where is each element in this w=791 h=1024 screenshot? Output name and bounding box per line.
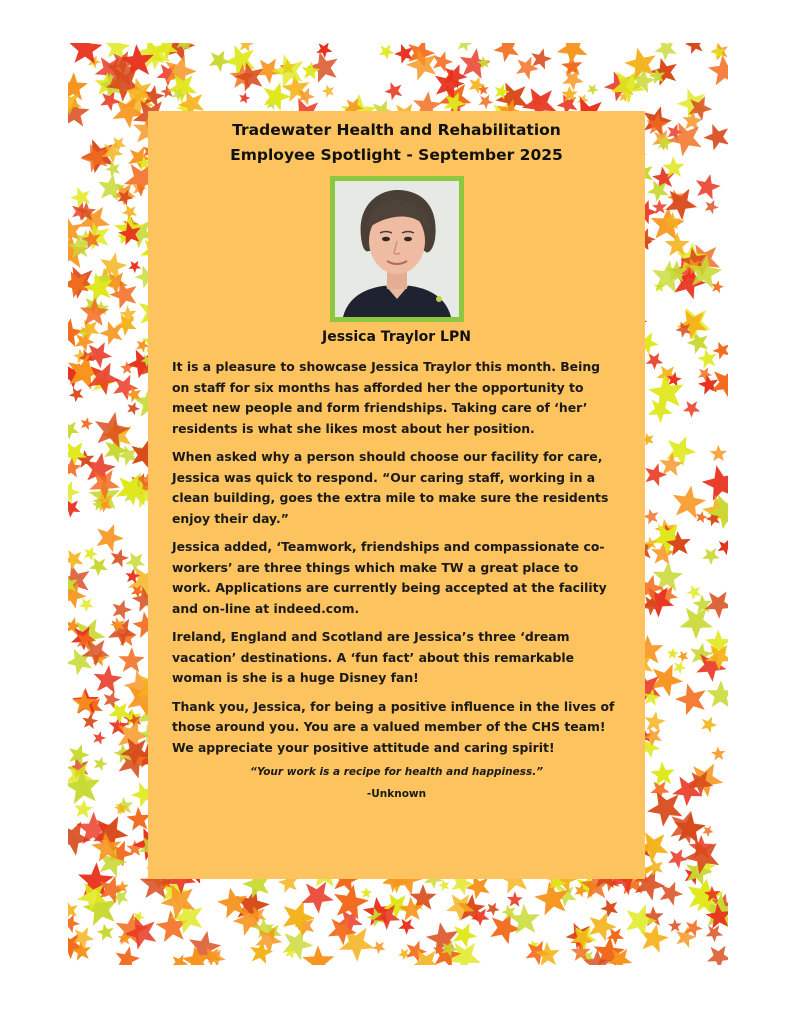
paragraph-intro: It is a pleasure to showcase Jessica Traylor this month. Being on staff for six months has afforded her the opportunity to meet new people and form friendships. Taking care of ‘her’ residents is what she likes most about her position. bbox=[172, 359, 601, 436]
maple-leaf-icon bbox=[516, 57, 539, 80]
maple-leaf-icon bbox=[239, 92, 250, 104]
maple-leaf-icon bbox=[479, 95, 494, 110]
maple-leaf-icon bbox=[507, 892, 523, 907]
maple-leaf-icon bbox=[111, 549, 129, 568]
maple-leaf-icon bbox=[685, 43, 704, 54]
paragraph-fun-fact: Ireland, England and Scotland are Jessica’s three ‘dream vacation’ destinations. A ‘fun fact’ about this remarkable woman is she is a huge Disney fan! bbox=[172, 629, 575, 685]
spotlight-title: Employee Spotlight - September 2025 bbox=[230, 146, 563, 164]
maple-leaf-icon bbox=[80, 298, 109, 326]
spotlight-panel bbox=[148, 111, 645, 879]
maple-leaf-icon bbox=[705, 925, 723, 942]
maple-leaf-icon bbox=[702, 826, 713, 837]
maple-leaf-icon bbox=[122, 205, 137, 220]
maple-leaf-icon bbox=[710, 445, 727, 461]
maple-leaf-icon bbox=[398, 949, 410, 961]
facility-title: Tradewater Health and Rehabilitation bbox=[232, 121, 561, 139]
employee-photo-frame bbox=[330, 176, 464, 322]
maple-leaf-icon bbox=[93, 731, 106, 744]
maple-leaf-icon bbox=[711, 746, 725, 760]
maple-leaf-icon bbox=[322, 85, 335, 98]
maple-leaf-icon bbox=[68, 499, 80, 518]
maple-leaf-icon bbox=[600, 899, 618, 917]
maple-leaf-icon bbox=[494, 43, 519, 62]
maple-leaf-icon bbox=[94, 665, 123, 693]
maple-leaf-icon bbox=[557, 43, 588, 65]
maple-leaf-icon bbox=[125, 552, 145, 572]
maple-leaf-icon bbox=[239, 43, 254, 52]
maple-leaf-icon bbox=[711, 281, 724, 294]
maple-leaf-icon bbox=[646, 353, 664, 370]
maple-leaf-icon bbox=[68, 481, 80, 504]
maple-leaf-icon bbox=[433, 51, 453, 72]
maple-leaf-icon bbox=[718, 539, 728, 555]
maple-leaf-icon bbox=[705, 200, 719, 214]
maple-leaf-icon bbox=[703, 124, 728, 151]
maple-leaf-icon bbox=[108, 703, 130, 725]
maple-leaf-icon bbox=[702, 548, 720, 565]
maple-leaf-icon bbox=[302, 882, 334, 914]
maple-leaf-icon bbox=[683, 401, 700, 418]
maple-leaf-icon bbox=[209, 50, 231, 72]
maple-leaf-icon bbox=[457, 43, 473, 52]
maple-leaf-icon bbox=[84, 547, 98, 562]
maple-leaf-icon bbox=[68, 72, 88, 100]
maple-leaf-icon bbox=[531, 48, 552, 69]
maple-leaf-icon bbox=[665, 232, 690, 256]
maple-leaf-icon bbox=[379, 44, 394, 59]
portrait-illustration bbox=[335, 181, 459, 317]
maple-leaf-icon bbox=[587, 84, 599, 95]
maple-leaf-icon bbox=[361, 887, 373, 898]
maple-leaf-icon bbox=[707, 680, 729, 707]
maple-leaf-icon bbox=[667, 648, 679, 659]
maple-leaf-icon bbox=[677, 651, 688, 662]
maple-leaf-icon bbox=[127, 402, 140, 415]
maple-leaf-icon bbox=[697, 349, 716, 369]
maple-leaf-icon bbox=[118, 647, 145, 672]
maple-leaf-icon bbox=[88, 363, 120, 396]
maple-leaf-icon bbox=[486, 903, 500, 916]
maple-leaf-icon bbox=[679, 608, 713, 640]
maple-leaf-icon bbox=[702, 465, 728, 501]
maple-leaf-icon bbox=[673, 661, 686, 674]
maple-leaf-icon bbox=[82, 713, 98, 729]
maple-leaf-icon bbox=[712, 342, 728, 360]
maple-leaf-icon bbox=[74, 799, 93, 818]
maple-leaf-icon bbox=[668, 919, 682, 932]
maple-leaf-icon bbox=[645, 711, 666, 732]
maple-leaf-icon bbox=[686, 585, 701, 600]
maple-leaf-icon bbox=[68, 421, 79, 439]
quote-attribution: -Unknown bbox=[366, 788, 427, 800]
maple-leaf-icon bbox=[97, 524, 124, 552]
maple-leaf-icon bbox=[645, 463, 667, 486]
maple-leaf-icon bbox=[398, 919, 415, 935]
maple-leaf-icon bbox=[654, 43, 677, 61]
maple-leaf-icon bbox=[701, 717, 717, 734]
paragraph-why-choose: When asked why a person should choose our facility for care, Jessica was quick to respond. “Our caring staff, working in a clean building, goes the extra mile to make sure the residents enjoy their day.” bbox=[172, 449, 609, 526]
maple-leaf-icon bbox=[128, 261, 141, 273]
maple-leaf-icon bbox=[643, 509, 658, 525]
maple-leaf-icon bbox=[81, 417, 93, 430]
maple-leaf-icon bbox=[705, 592, 728, 619]
maple-leaf-icon bbox=[647, 180, 669, 202]
maple-leaf-icon bbox=[113, 600, 133, 620]
maple-leaf-icon bbox=[79, 598, 94, 612]
employee-name: Jessica Traylor LPN bbox=[322, 329, 471, 345]
maple-leaf-icon bbox=[302, 945, 334, 965]
maple-leaf-icon bbox=[562, 70, 584, 91]
maple-leaf-icon bbox=[69, 388, 84, 403]
maple-leaf-icon bbox=[94, 757, 108, 771]
maple-leaf-icon bbox=[668, 849, 688, 869]
maple-leaf-icon bbox=[97, 924, 114, 941]
maple-leaf-icon bbox=[384, 82, 402, 100]
maple-leaf-icon bbox=[68, 550, 83, 570]
maple-leaf-icon bbox=[646, 858, 663, 876]
employee-photo bbox=[335, 181, 459, 317]
maple-leaf-icon bbox=[316, 43, 332, 58]
maple-leaf-icon bbox=[372, 941, 385, 954]
maple-leaf-icon bbox=[68, 914, 80, 933]
maple-leaf-icon bbox=[698, 367, 712, 381]
maple-leaf-icon bbox=[696, 511, 708, 523]
maple-leaf-icon bbox=[708, 55, 728, 86]
paragraph-teamwork: Jessica added, ‘Teamwork, friendships and compassionate co-workers’ are three things which make TW a great place to work. Applications are currently being accepted at the facility and on-line at indeed.com. bbox=[172, 539, 607, 616]
maple-leaf-icon bbox=[104, 691, 121, 709]
maple-leaf-icon bbox=[116, 946, 141, 965]
paragraph-thank-you: Thank you, Jessica, for being a positive influence in the lives of those around you. You are a valued member of the CHS team! We appreciate your positive attitude and caring spirit! bbox=[172, 698, 615, 755]
closing-quote: “Your work is a recipe for health and happiness.” bbox=[250, 766, 543, 778]
maple-leaf-icon bbox=[675, 684, 706, 716]
maple-leaf-icon bbox=[696, 174, 721, 199]
maple-leaf-icon bbox=[707, 946, 728, 965]
